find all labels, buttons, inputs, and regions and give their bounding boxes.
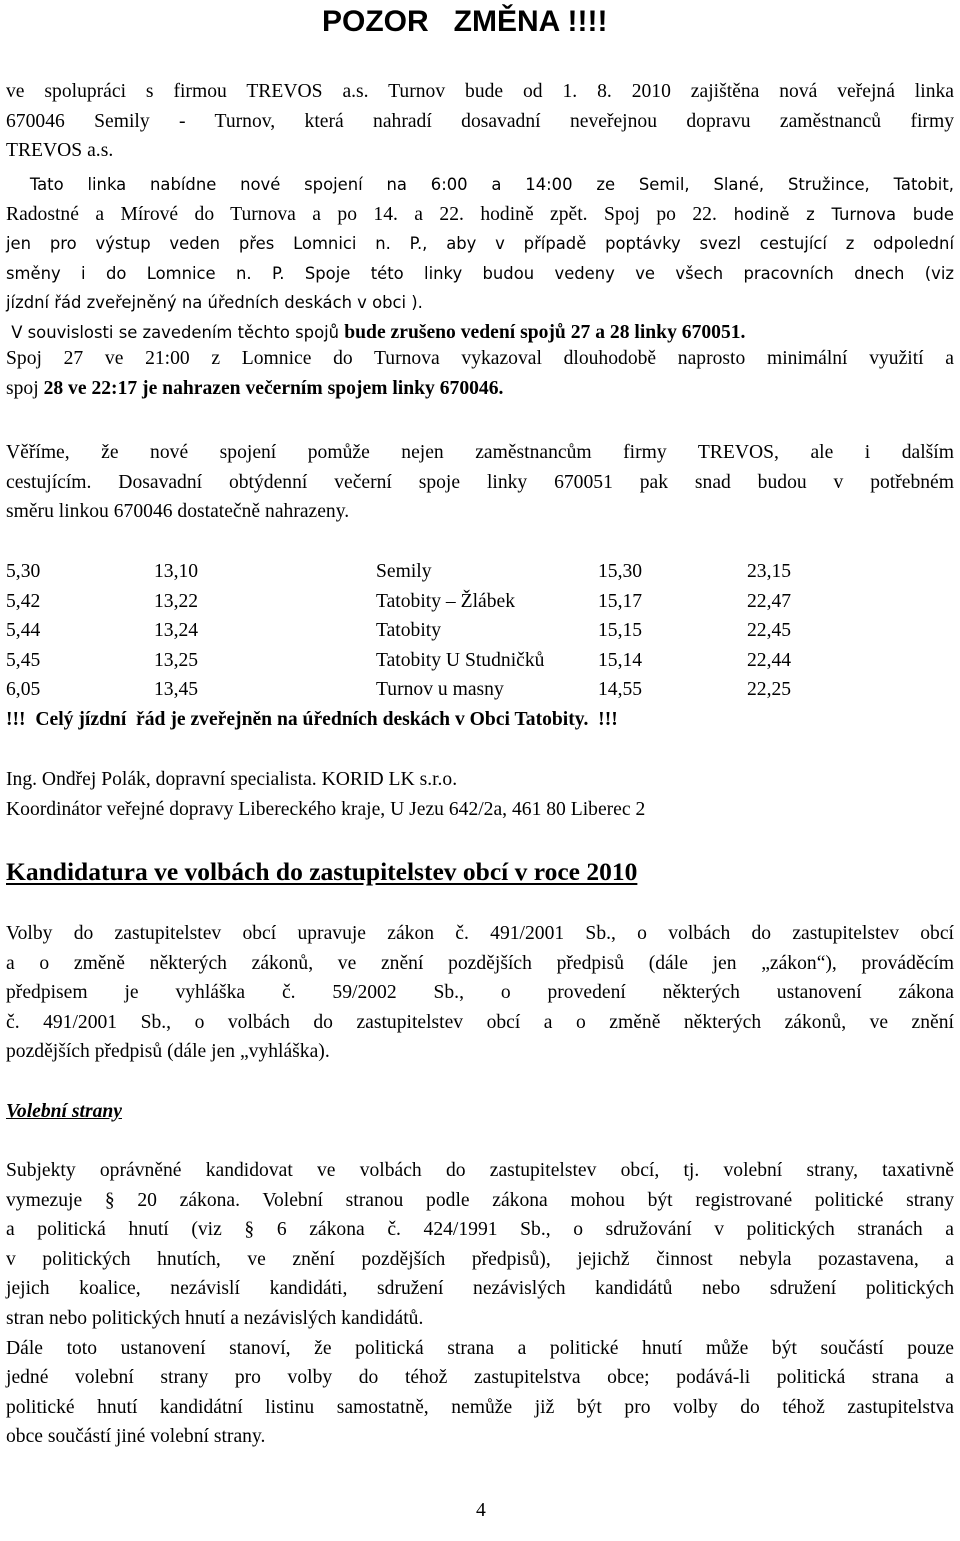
route-line: jen pro výstup veden přes Lomnici n. P., aby v případě poptávky svezl cestující z odpolední: [6, 234, 954, 254]
verime-paragraph: [6, 438, 954, 527]
volebni-strany-paragraph: [6, 1156, 954, 1452]
route-line: směny i do Lomnice n. P. Spoje této linky budou vedeny ve všech pracovních dnech (viz: [6, 263, 954, 283]
route-line: V souvislosti se zavedením těchto spojů bude zrušeno vedení spojů 27 a 28 linky 670051.: [6, 321, 746, 343]
intro-line: TREVOS a.s.: [6, 140, 114, 162]
volebni-line: v politických hnutích, ve znění pozdějších předpisů), jejichž činnost nebyla pozastavena, a: [6, 1248, 954, 1270]
timetable-row: 5,45 13,25 Tatobity U Studničků 15,14 22,44: [6, 649, 792, 671]
intro-line: ve spolupráci s firmou TREVOS a.s. Turnov bude od 1. 8. 2010 zajištěna nová veřejná linka: [6, 81, 954, 102]
page-number: 4: [476, 1500, 486, 1521]
volebni-line: politické hnutí kandidátní listinu samostatně, nemůže již být pro volby do téhož zastupitelstva: [6, 1396, 954, 1418]
kandidatura-line: Volby do zastupitelstev obcí upravuje zákon č. 491/2001 Sb., o volbách do zastupitelstev obcí: [6, 923, 954, 944]
timetable-row: 6,05 13,45 Turnov u masny 14,55 22,25: [6, 679, 792, 701]
verime-line: Věříme, že nové spojení pomůže nejen zaměstnancům firmy TREVOS, ale i dalším: [6, 442, 954, 463]
signature-role: Koordinátor veřejné dopravy Libereckého kraje, U Jezu 642/2a, 461 80 Liberec 2: [6, 798, 646, 820]
section-title-kandidatura: Kandidatura ve volbách do zastupitelstev obcí v roce 2010: [6, 857, 638, 886]
spoj-paragraph: [6, 344, 954, 403]
timetable-row: 5,42 13,22 Tatobity – Žlábek 15,17 22,47: [6, 590, 792, 612]
kandidatura-line: č. 491/2001 Sb., o volbách do zastupitelstev obcí a o změně některých zákonů, ve znění: [6, 1011, 954, 1033]
volebni-line: vymezuje § 20 zákona. Volební stranou podle zákona mohou být registrované politické strany: [6, 1189, 954, 1211]
volebni-line: Dále toto ustanovení stanoví, že politická strana a politické hnutí může být součástí pouze: [6, 1337, 954, 1359]
route-info-paragraph: [6, 170, 954, 348]
route-line: Radostné a Mírové do Turnova a po 14. a 22. hodině zpět. Spoj po 22. hodině z Turnova bude: [6, 203, 954, 225]
kandidatura-line: předpisem je vyhláška č. 59/2002 Sb., o provedení některých ustanovení zákona: [6, 982, 954, 1004]
route-line: jízdní řád zveřejněný na úředních deskách v obci ).: [6, 293, 423, 313]
spoj-line: spoj 28 ve 22:17 je nahrazen večerním spojem linky 670046.: [6, 377, 504, 399]
section-title-volebni-strany: Volební strany: [6, 1101, 122, 1122]
spoj-line: Spoj 27 ve 21:00 z Lomnice do Turnova vykazoval dlouhodobě naprosto minimální využití a: [6, 348, 954, 369]
volebni-line: jejich koalice, nezávislí kandidáti, sdružení nezávislých kandidátů nebo sdružení politických: [6, 1278, 954, 1300]
kandidatura-line: pozdějších předpisů (dále jen „vyhláška).: [6, 1041, 330, 1063]
signature: [6, 765, 954, 824]
intro-line: 670046 Semily - Turnov, která nahradí dosavadní neveřejnou dopravu zaměstnanců firmy: [6, 110, 954, 132]
volebni-line: jedné volební strany pro volby do téhož zastupitelstva obce; podává-li politická strana a: [6, 1367, 954, 1389]
verime-line: cestujícím. Dosavadní obtýdenní večerní spoje linky 670051 pak snad budou v potřebném: [6, 471, 954, 493]
volebni-line: a politická hnutí (viz § 6 zákona č. 424/1991 Sb., o sdružování v politických stranách a: [6, 1219, 954, 1241]
route-line: Tato linka nabídne nové spojení na 6:00 a 14:00 ze Semil, Slané, Stružince, Tatobit,: [6, 175, 954, 194]
timetable-note: !!! Celý jízdní řád je zveřejněn na úředních deskách v Obci Tatobity. !!!: [6, 708, 618, 730]
volebni-line: Subjekty oprávněné kandidovat ve volbách do zastupitelstev obcí, tj. volební strany, taxativně: [6, 1160, 954, 1181]
volebni-line: stran nebo politických hnutí a nezávislých kandidátů.: [6, 1307, 424, 1329]
timetable: [6, 557, 954, 735]
volebni-line: obce součástí jiné volební strany.: [6, 1426, 266, 1448]
kandidatura-paragraph: [6, 919, 954, 1067]
kandidatura-line: a o změně některých zákonů, ve znění pozdějších předpisů (dále jen „zákon“), prováděcím: [6, 952, 954, 974]
signature-name: Ing. Ondřej Polák, dopravní specialista. KORID LK s.r.o.: [6, 769, 458, 790]
verime-line: směru linkou 670046 dostatečně nahrazeny.: [6, 501, 350, 523]
timetable-row: 5,30 13,10 Semily 15,30 23,15: [6, 561, 792, 582]
intro-paragraph: [6, 77, 954, 166]
timetable-row: 5,44 13,24 Tatobity 15,15 22,45: [6, 620, 792, 642]
page-title: POZOR ZMĚNA !!!!: [322, 5, 608, 38]
